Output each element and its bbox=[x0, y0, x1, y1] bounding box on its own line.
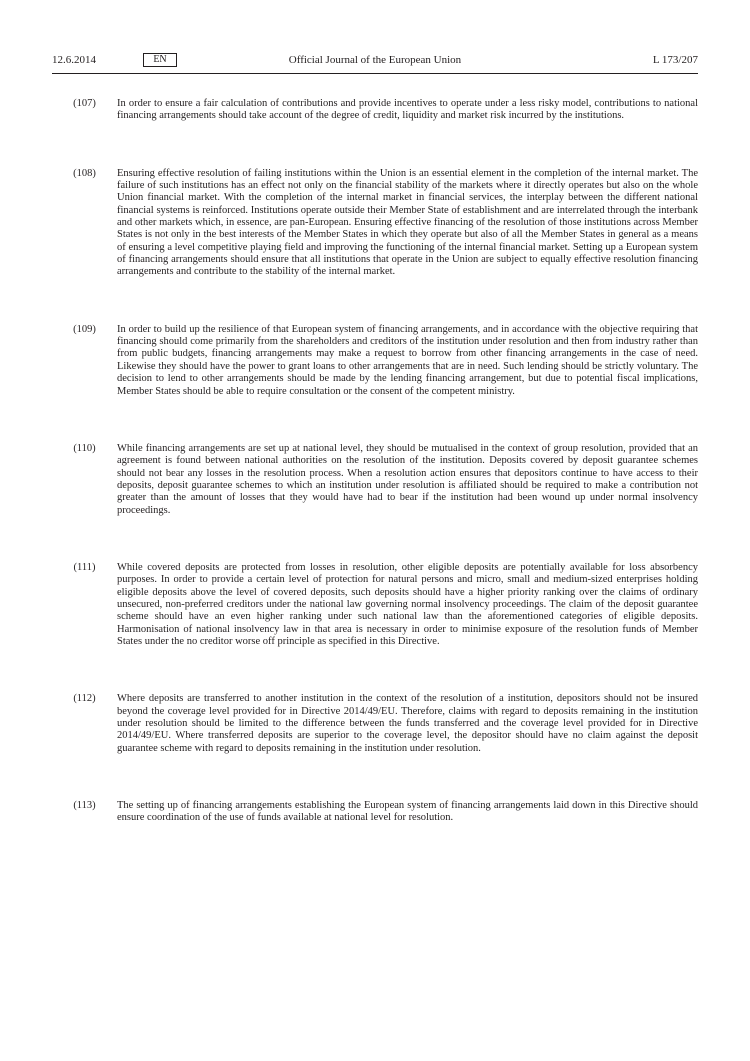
recital-109 bbox=[52, 324, 698, 398]
recital-number: (113) bbox=[73, 800, 96, 812]
header-divider bbox=[52, 73, 698, 74]
recital-108 bbox=[52, 168, 698, 279]
recital-number: (110) bbox=[73, 442, 96, 454]
recital-111 bbox=[52, 562, 698, 648]
recital-text: While covered deposits are protected from losses in resolution, other eligible deposits are potentially available for loss absorbency purposes. In order to provide a certain level of protection for natural persons and micro, small and medium-sized enterprises holding eligible deposits above the level of covered deposits, such deposits should have a higher priority ranking over the claims of ordinary unsecured, non-preferred creditors under the national law governing normal insolvency proceedings. The claim of the deposit guarantee scheme should have an even higher ranking under such national law than the aforementioned categories of eligible deposits. Harmonisation of national insolvency law in that area is necessary in order to minimise exposure of the resolution funds of Member States under the no creditor worse off principle as specified in this Directive. bbox=[117, 561, 698, 647]
recital-number: (107) bbox=[73, 98, 96, 109]
recital-text: The setting up of financing arrangements establishing the European system of financing arrangements laid down in this Directive should ensure coordination of the use of funds available at national level for resolution. bbox=[117, 800, 698, 824]
recital-number: (109) bbox=[73, 323, 96, 335]
language-badge: EN bbox=[143, 53, 177, 67]
publication-date: 12.6.2014 bbox=[52, 54, 96, 66]
journal-title: Official Journal of the European Union bbox=[288, 54, 462, 66]
recital-list bbox=[52, 98, 698, 870]
recital-number: (112) bbox=[73, 693, 96, 705]
page-reference: L 173/207 bbox=[652, 54, 698, 66]
recital-text: In order to build up the resilience of that European system of financing arrangements, and in accordance with the objective requiring that financing should come primarily from the shareholders and creditors of the institution under resolution and then from industry rather than from public budgets, financing arrangements may make a request to borrow from other financing arrangements in the case of need. Likewise they should have the power to grant loans to other arrangements that are in need. Such lending should be strictly voluntary. The decision to lend to other arrangements should be made by the lending financing arrangement, but due to potential fiscal implications, Member States should be able to require consultation or the consent of the competent ministry. bbox=[117, 323, 698, 397]
recital-text: Ensuring effective resolution of failing institutions within the Union is an essential element in the completion of the internal market. The failure of such institutions has an effect not only on the financial stability of the markets where it directly operates but also on the whole Union financial market. With the completion of the internal market in financial services, the interplay between the different national financial systems is reinforced. Institutions operate outside their Member State of establishment and are interrelated through the interbank and other markets which, in essence, are pan-European. Ensuring effective financing of the resolution of those institutions across Member States is not only in the best interests of the Member States in which they operate but also of all the Member States in general as a means of ensuring a level competitive playing field and improving the functioning of the internal financial market. Setting up a European system of financing arrangements should ensure that all institutions that operate in the Union are subject to equally effective resolution financing arrangements and contribute to the stability of the internal market. bbox=[117, 167, 698, 278]
recital-text: In order to ensure a fair calculation of contributions and provide incentives to operate under a less risky model, contributions to national financing arrangements should take account of the degree of credit, liquidity and market risk incurred by the institutions. bbox=[117, 98, 698, 122]
recital-number: (111) bbox=[73, 561, 96, 573]
recital-113 bbox=[52, 800, 698, 825]
recital-110 bbox=[52, 443, 698, 517]
recital-number: (108) bbox=[73, 167, 96, 179]
page-header bbox=[52, 54, 698, 70]
recital-112 bbox=[52, 693, 698, 755]
recital-text: Where deposits are transferred to another institution in the context of the resolution of a institution, depositors should not be insured beyond the coverage level provided for in Directive 2014/49/EU. Therefore, claims with regard to deposits remaining in the institution under resolution should be limited to the difference between the funds transferred and the coverage level provided for in Directive 2014/49/EU. Where transferred deposits are superior to the coverage level, the depositor should have no claim against the deposit guarantee scheme with regard to deposits remaining in the institution under resolution. bbox=[117, 693, 698, 754]
recital-text: While financing arrangements are set up at national level, they should be mutualised in the context of group resolution, provided that an agreement is found between national authorities on the resolution of the institution. Deposits covered by deposit guarantee schemes should not bear any losses in the resolution process. When a resolution action ensures that depositors continue to have access to their deposits, deposit guarantee schemes to which an institution under resolution is affiliated should be required to make a contribution not greater than the amount of losses that they would have had to bear if the institution had been wound up under normal insolvency proceedings. bbox=[117, 442, 698, 516]
recital-107 bbox=[52, 98, 698, 123]
